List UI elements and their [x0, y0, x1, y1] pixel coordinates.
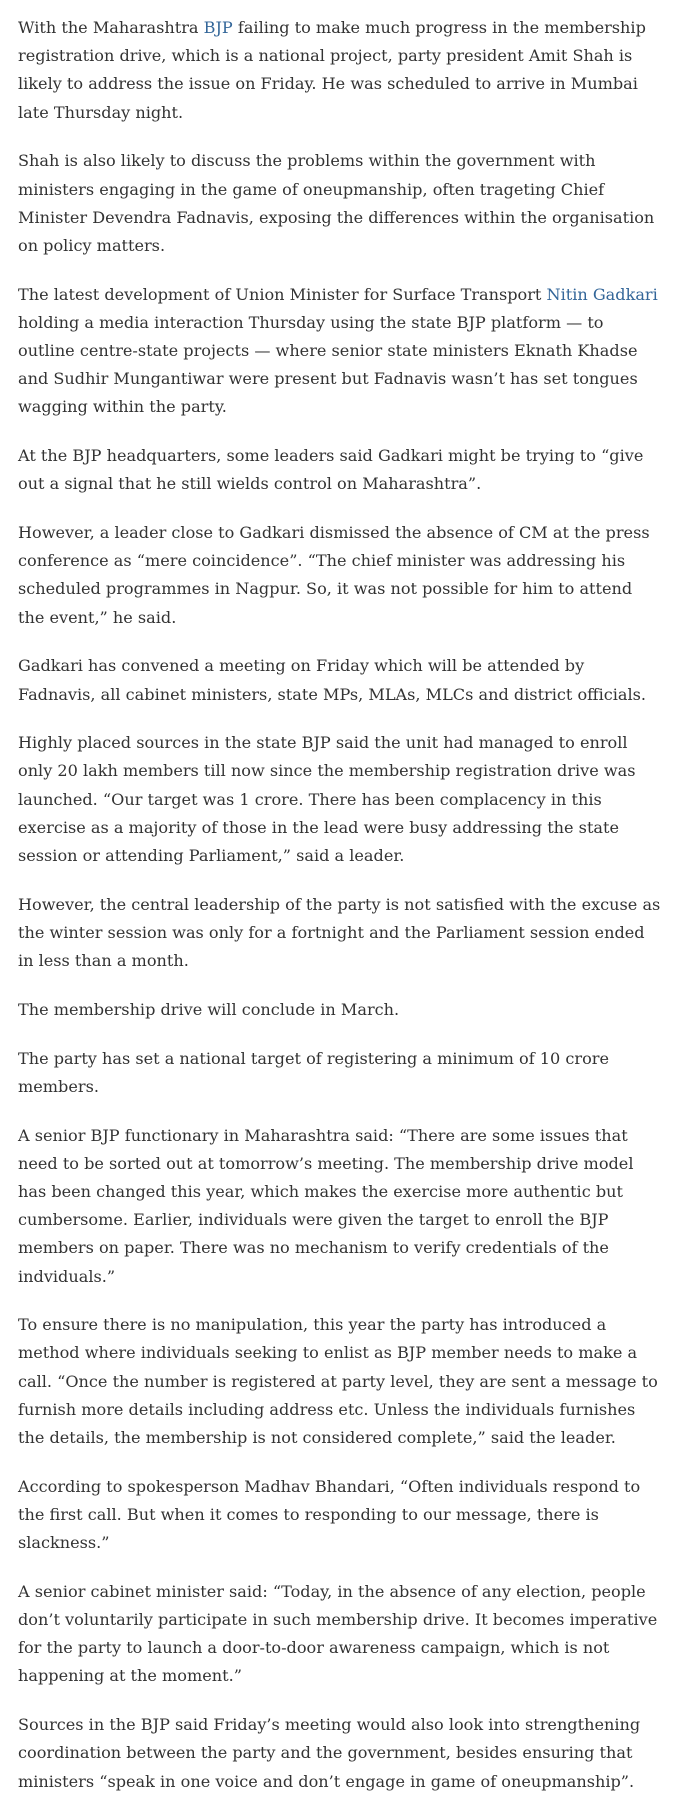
bjp-link[interactable]: BJP: [203, 18, 233, 37]
paragraph-13: According to spokesperson Madhav Bhandari, “Often individuals respond to the first call. But when it comes to responding to our message, there is slackness.”: [18, 1476, 641, 1553]
paragraph-8: However, the central leadership of the party is not satisfied with the excuse as the winter session was only for a fortnight and the Parliament session ended in less than a month.: [18, 894, 661, 971]
paragraph-3: [18, 281, 663, 422]
paragraph-2: Shah is also likely to discuss the problems within the government with ministers engaging in the game of oneupmanship, often trageting Chief Minister Devendra Fadnavis, exposing the differences within the organisation on policy matters.: [18, 151, 655, 255]
paragraph-7: Highly placed sources in the state BJP said the unit had managed to enroll only 20 lakh members till now since the membership registration drive was launched. “Our target was 1 crore. There has been complacency in this exercise as a majority of those in the lead were busy addressing the state session or attending Parliament,” said a leader.: [18, 733, 636, 866]
paragraph-6: Gadkari has convened a meeting on Friday which will be attended by Fadnavis, all cabinet ministers, state MPs, MLAs, MLCs and district officials.: [18, 656, 647, 704]
paragraph-9: The membership drive will conclude in March.: [18, 999, 400, 1019]
paragraph-1: [18, 14, 663, 127]
paragraph-4: At the BJP headquarters, some leaders said Gadkari might be trying to “give out a signal that he still wields control on Maharashtra”.: [18, 446, 644, 494]
paragraph-14: A senior cabinet minister said: “Today, in the absence of any election, people don’t voluntarily participate in such membership drive. It becomes imperative for the party to launch a door-to-door awareness campaign, which is not happening at the moment.”: [18, 1581, 658, 1686]
paragraph-3-text-after: holding a media interaction Thursday using the state BJP platform — to outline centre-state projects — where senior state ministers Eknath Khadse and Sudhir Mungantiwar were present but Fadnavis wasn’t has set tongues wagging within the party.: [18, 312, 638, 417]
paragraph-11: A senior BJP functionary in Maharashtra said: “There are some issues that need to be sorted out at tomorrow’s meeting. The membership drive model has been changed this year, which makes the exercise more authentic but cumbersome. Earlier, individuals were given the target to enroll the BJP members on paper. There was no mechanism to verify credentials of the indviduals.”: [18, 1125, 634, 1286]
nitin-gadkari-link[interactable]: Nitin Gadkari: [546, 284, 658, 304]
paragraph-3-text-before: The latest development of Union Minister for Surface Transport: [18, 284, 547, 304]
paragraph-1-text-before: With the Maharashtra: [18, 18, 204, 37]
paragraph-5: However, a leader close to Gadkari dismissed the absence of CM at the press conference as “mere coincidence”. “The chief minister was addressing his scheduled programmes in Nagpur. So, it was not possible for him to attend the event,” he said.: [18, 523, 650, 627]
paragraph-12: To ensure there is no manipulation, this year the party has introduced a method where individuals seeking to enlist as BJP member needs to make a call. “Once the number is registered at party level, they are sent a message to furnish more details including address etc. Unless the individuals furnishes the details, the membership is not considered complete,” said the leader.: [18, 1315, 658, 1448]
paragraph-15: Sources in the BJP said Friday’s meeting would also look into strengthening coordination between the party and the government, besides ensuring that ministers “speak in one voice and don’t engage in game of oneupmanship”.: [18, 1715, 641, 1791]
paragraph-10: The party has set a national target of registering a minimum of 10 crore members.: [18, 1048, 609, 1096]
paragraph-1-text-after: failing to make much progress in the membership registration drive, which is a national project, party president Amit Shah is likely to address the issue on Friday. He was scheduled to arrive in Mumbai late Thursday night.: [18, 18, 646, 122]
